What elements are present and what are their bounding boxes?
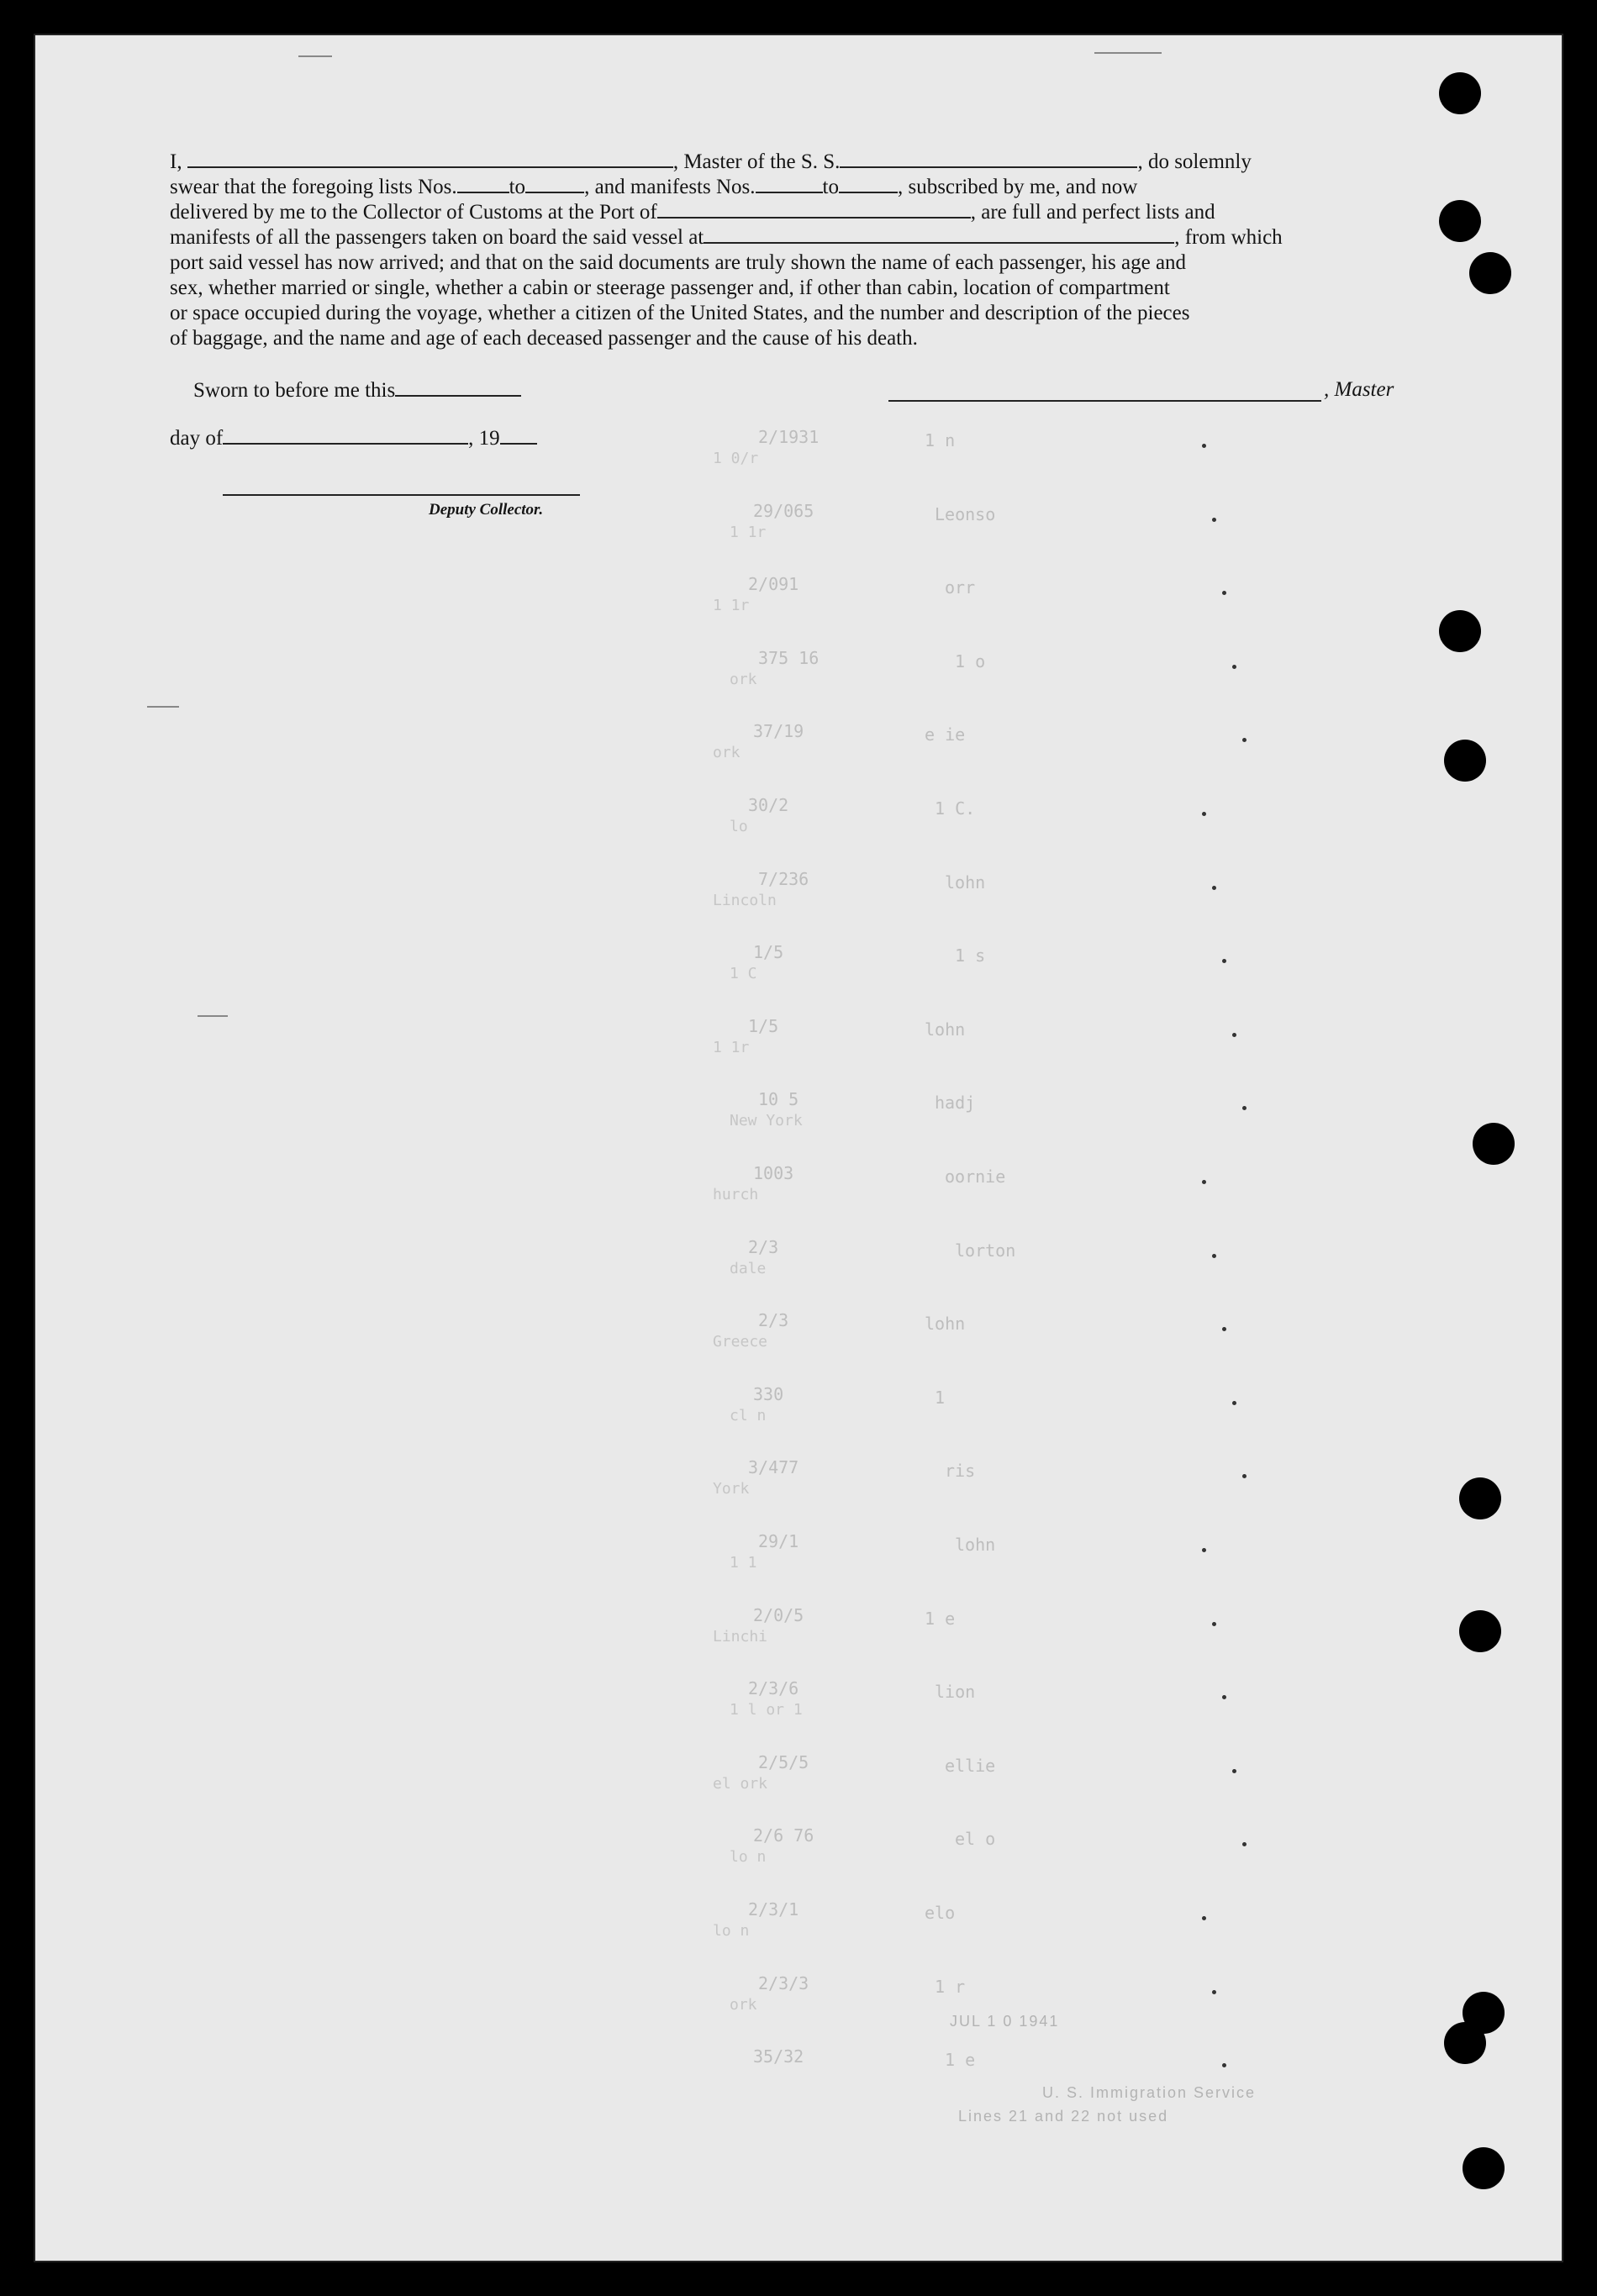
bleed-through-number: 2/3	[758, 1310, 789, 1330]
oath-line-4	[170, 225, 1446, 250]
bleed-through-place: Lincoln	[713, 892, 777, 909]
ink-speck	[1242, 1474, 1247, 1478]
bleed-through-name: ellie	[945, 1756, 996, 1776]
oath-text: delivered by me to the Collector of Customs at the Port of	[170, 201, 657, 224]
year-blank	[500, 426, 537, 445]
bleed-through-place: Linchi	[713, 1628, 768, 1646]
bleed-through-place: hurch	[713, 1186, 759, 1203]
bleed-through-name: e ie	[925, 724, 966, 745]
edge-mark	[1094, 52, 1162, 54]
year-label: , 19	[468, 427, 500, 450]
bleed-through-name: el o	[955, 1829, 996, 1849]
bleed-through-place: New York	[730, 1112, 803, 1130]
day-of-line	[170, 426, 537, 450]
punch-hole	[1439, 200, 1481, 242]
punch-hole	[1459, 1477, 1501, 1519]
ink-speck	[1202, 1180, 1206, 1184]
bleed-through-number: 2/091	[748, 574, 799, 594]
bleed-through-place: ork	[713, 744, 741, 761]
bleed-through-number: 2/5/5	[758, 1752, 809, 1772]
manifest-to-blank	[839, 175, 898, 193]
bleed-through-name: lohn	[925, 1314, 966, 1334]
ship-name-blank	[840, 150, 1137, 168]
ink-speck	[1202, 1548, 1206, 1552]
deputy-collector-label: Deputy Collector.	[429, 501, 544, 519]
bleed-through-place: 1 C	[730, 965, 757, 982]
bleed-through-number: 2/0/5	[753, 1605, 804, 1625]
bleed-through-place: cl n	[730, 1407, 767, 1424]
ink-speck	[1222, 591, 1226, 595]
bleed-through-name: lion	[935, 1682, 976, 1702]
oath-line-6: sex, whether married or single, whether a cabin or steerage passenger and, if other than cabin, location of compartment	[170, 276, 1170, 299]
manifest-from-blank	[756, 175, 823, 193]
bleed-through-name: 1 e	[925, 1609, 956, 1629]
sworn-label: Sworn to before me this	[193, 379, 396, 402]
bleed-through-place: 1 1r	[713, 597, 750, 614]
ink-speck	[1212, 1622, 1216, 1626]
bleed-through-name: lohn	[955, 1535, 996, 1555]
bleed-through-name: ris	[945, 1461, 976, 1481]
oath-text: to	[509, 176, 526, 198]
sworn-line	[193, 378, 521, 403]
bleed-through-number: 29/1	[758, 1531, 799, 1551]
oath-text: manifests of all the passengers taken on board the said vessel at	[170, 226, 704, 249]
oath-line-7: or space occupied during the voyage, whether a citizen of the United States, and the number and description of the pieces	[170, 302, 1190, 324]
ink-speck	[1222, 2063, 1226, 2067]
ink-speck	[1212, 886, 1216, 890]
bleed-through-name: Leonso	[935, 504, 996, 524]
bleed-through-name: 1 s	[955, 945, 986, 966]
ink-speck	[1232, 665, 1236, 669]
bleed-through-place: 1 1r	[730, 524, 767, 541]
bleed-through-number: 2/3/3	[758, 1973, 809, 1993]
bleed-through-name: elo	[925, 1903, 956, 1923]
oath-text: to	[822, 176, 839, 198]
bleed-through-name: 1 r	[935, 1977, 966, 1997]
port-blank	[657, 200, 971, 219]
oath-text: , do solemnly	[1137, 150, 1252, 173]
ink-speck	[1222, 1327, 1226, 1331]
lines-note-stamp: Lines 21 and 22 not used	[958, 2108, 1169, 2125]
bleed-through-place: ork	[730, 1996, 757, 2014]
ink-speck	[1202, 444, 1206, 448]
bleed-through-place: ork	[730, 671, 757, 688]
bleed-through-number: 2/3/1	[748, 1899, 799, 1919]
bleed-through-name: oornie	[945, 1166, 1006, 1187]
manifest-page	[34, 34, 1563, 2262]
oath-text: , from which	[1174, 226, 1283, 249]
bleed-through-place: lo	[730, 818, 748, 835]
ink-speck	[1212, 1990, 1216, 1994]
oath-text: swear that the foregoing lists Nos.	[170, 176, 457, 198]
punch-hole	[1439, 610, 1481, 652]
bleed-through-place: 1 1r	[713, 1039, 750, 1056]
punch-hole	[1439, 72, 1481, 114]
ink-speck	[1202, 812, 1206, 816]
bleed-through-name: 1 o	[955, 651, 986, 671]
punch-hole	[1444, 740, 1486, 782]
bleed-through-number: 3/477	[748, 1457, 799, 1477]
bleed-through-place: lo n	[713, 1922, 750, 1940]
bleed-through-name: hadj	[935, 1093, 976, 1113]
oath-text: , are full and perfect lists and	[970, 201, 1215, 224]
bleed-through-number: 375 16	[758, 648, 820, 668]
oath-text: , subscribed by me, and now	[897, 176, 1138, 198]
oath-text: , and manifests Nos.	[584, 176, 756, 198]
ink-speck	[1222, 959, 1226, 963]
bleed-through-name: 1 C.	[935, 798, 976, 819]
edge-mark	[298, 55, 332, 57]
ink-speck	[1212, 1254, 1216, 1258]
oath-line-2	[170, 175, 1446, 200]
bleed-through-place: 1 0/r	[713, 450, 759, 467]
ink-speck	[1242, 738, 1247, 742]
date-stamp: JUL 1 0 1941	[950, 2013, 1060, 2030]
bleed-through-place: lo n	[730, 1848, 767, 1866]
bleed-through-name: lorton	[955, 1240, 1016, 1261]
ink-speck	[1222, 1695, 1226, 1699]
punch-hole	[1444, 2022, 1486, 2064]
bleed-through-number: 37/19	[753, 721, 804, 741]
punch-hole	[1459, 1610, 1501, 1652]
ink-speck	[1242, 1842, 1247, 1846]
bleed-through-place: dale	[730, 1260, 767, 1277]
sworn-date-blank	[395, 378, 521, 397]
bleed-through-number: 35/32	[753, 2046, 804, 2067]
bleed-through-number: 29/065	[753, 501, 814, 521]
oath-text: , Master of the S. S.	[672, 150, 841, 173]
bleed-through-name: 1 e	[945, 2050, 976, 2070]
bleed-through-number: 1003	[753, 1163, 794, 1183]
bleed-through-number: 2/6 76	[753, 1825, 814, 1846]
list-to-blank	[525, 175, 584, 193]
bleed-through-number: 330	[753, 1384, 784, 1404]
master-name-blank	[187, 150, 673, 168]
ink-speck	[1232, 1033, 1236, 1037]
master-oath	[170, 150, 1446, 351]
ink-speck	[1202, 1916, 1206, 1920]
ink-speck	[1232, 1401, 1236, 1405]
month-blank	[223, 426, 468, 445]
bleed-through-name: 1 n	[925, 430, 956, 450]
bleed-through-name: lohn	[925, 1019, 966, 1040]
punch-hole	[1469, 252, 1511, 294]
departure-port-blank	[704, 225, 1174, 244]
oath-text: I,	[170, 150, 182, 173]
bleed-through-place: 1 1	[730, 1554, 757, 1572]
master-signature-line	[888, 400, 1321, 402]
bleed-through-place: el ork	[713, 1775, 768, 1793]
bleed-through-number: 1/5	[753, 942, 784, 962]
bleed-through-number: 10 5	[758, 1089, 799, 1109]
bleed-through-number: 30/2	[748, 795, 789, 815]
master-label: , Master	[1324, 378, 1394, 401]
bleed-through-place: 1 l or 1	[730, 1701, 803, 1719]
oath-line-8: of baggage, and the name and age of each deceased passenger and the cause of his death.	[170, 327, 918, 350]
bleed-through-name: 1	[935, 1388, 946, 1408]
ink-speck	[1232, 1769, 1236, 1773]
oath-line-3	[170, 200, 1446, 225]
ink-speck	[1242, 1106, 1247, 1110]
oath-line-1	[170, 150, 1446, 175]
day-of-label: day of	[170, 427, 224, 450]
bleed-through-place: Greece	[713, 1333, 768, 1351]
punch-hole	[1463, 2147, 1505, 2189]
bleed-through-name: orr	[945, 577, 976, 598]
punch-hole	[1473, 1123, 1515, 1165]
bleed-through-place: York	[713, 1480, 750, 1498]
bleed-through-name: lohn	[945, 872, 986, 893]
edge-mark	[147, 706, 179, 708]
bleed-through-number: 1/5	[748, 1016, 779, 1036]
ink-speck	[1212, 518, 1216, 522]
bleed-through-number: 2/3/6	[748, 1678, 799, 1698]
edge-mark	[198, 1015, 228, 1017]
list-from-blank	[457, 175, 509, 193]
oath-line-5: port said vessel has now arrived; and that on the said documents are truly shown the name of each passenger, his age and	[170, 251, 1187, 274]
service-stamp: U. S. Immigration Service	[1042, 2084, 1257, 2101]
bleed-through-number: 2/3	[748, 1237, 779, 1257]
bleed-through-number: 2/1931	[758, 427, 820, 447]
deputy-signature-line	[223, 494, 580, 496]
bleed-through-number: 7/236	[758, 869, 809, 889]
